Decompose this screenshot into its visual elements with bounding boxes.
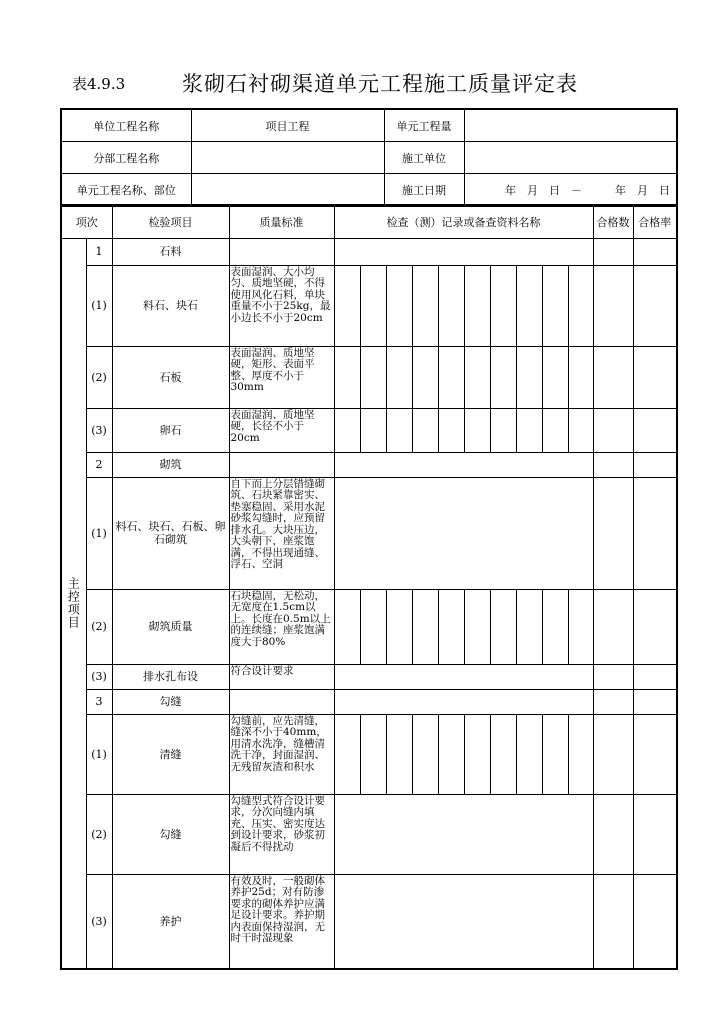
pass-count-cell[interactable] — [593, 874, 633, 969]
element-label: 单元工程名称、部位 — [61, 174, 191, 207]
record-field[interactable] — [334, 238, 593, 265]
inspection-item: 石板 — [112, 346, 229, 408]
element-field[interactable] — [191, 174, 384, 207]
record-cell[interactable] — [490, 346, 516, 408]
col-header-standard: 质量标准 — [229, 205, 334, 238]
pass-count-cell[interactable] — [593, 664, 633, 689]
col-header-pass-count: 合格数 — [593, 205, 633, 238]
quality-standard: 勾缝前，应先清缝，缝深不小于40mm，用清水洗净，缝槽清洗干净，封面湿润、无残留灰渣和积水 — [229, 714, 334, 794]
record-cell[interactable] — [360, 265, 386, 346]
record-cell[interactable] — [516, 589, 542, 664]
table-row — [61, 874, 677, 969]
record-field[interactable] — [334, 794, 593, 874]
inspection-item: 卵石 — [112, 408, 229, 452]
record-cell[interactable] — [412, 589, 438, 664]
record-cell[interactable] — [464, 408, 490, 452]
record-cell[interactable] — [386, 408, 412, 452]
contractor-field[interactable] — [464, 142, 677, 174]
row-number: (2) — [86, 589, 112, 664]
row-number: (3) — [86, 874, 112, 969]
pass-count-cell[interactable] — [593, 589, 633, 664]
col-header-item: 检验项目 — [112, 205, 229, 238]
record-cell[interactable] — [360, 714, 386, 794]
pass-rate-cell[interactable] — [633, 794, 677, 874]
pass-count-cell[interactable] — [593, 452, 633, 477]
record-cell[interactable] — [464, 346, 490, 408]
inspection-item: 排水孔布设 — [112, 664, 229, 689]
record-cell[interactable] — [516, 408, 542, 452]
record-cell[interactable] — [334, 265, 360, 346]
date-field[interactable]: 年 月 日 － 年 月 日 — [464, 174, 677, 207]
pass-rate-cell[interactable] — [633, 346, 677, 408]
record-cell[interactable] — [412, 265, 438, 346]
record-field[interactable] — [334, 452, 593, 477]
pass-rate-cell[interactable] — [633, 452, 677, 477]
record-cell[interactable] — [360, 346, 386, 408]
record-cell[interactable] — [334, 589, 360, 664]
pass-rate-cell[interactable] — [633, 238, 677, 265]
pass-rate-cell[interactable] — [633, 874, 677, 969]
unit-project-label: 单位工程名称 — [61, 109, 191, 142]
row-number: (3) — [86, 664, 112, 689]
inspection-item: 砌筑质量 — [112, 589, 229, 664]
pass-count-cell[interactable] — [593, 408, 633, 452]
record-cell[interactable] — [490, 714, 516, 794]
record-cell[interactable] — [516, 265, 542, 346]
record-field[interactable] — [334, 874, 593, 969]
record-cell[interactable] — [464, 265, 490, 346]
record-cell[interactable] — [386, 589, 412, 664]
inspection-item: 砌筑 — [112, 452, 229, 477]
table-row — [61, 452, 677, 477]
inspection-item: 料石、块石 — [112, 265, 229, 346]
record-cell[interactable] — [412, 346, 438, 408]
inspection-item: 清缝 — [112, 714, 229, 794]
header-table — [60, 108, 678, 207]
pass-count-cell[interactable] — [593, 265, 633, 346]
inspection-item: 勾缝 — [112, 689, 229, 714]
pass-rate-cell[interactable] — [633, 664, 677, 689]
unit-quantity-label: 单元工程量 — [384, 109, 464, 142]
row-number: 1 — [86, 238, 112, 265]
pass-count-cell[interactable] — [593, 346, 633, 408]
row-number: (1) — [86, 714, 112, 794]
table-row — [61, 238, 677, 265]
table-row — [61, 265, 677, 346]
pass-count-cell[interactable] — [593, 238, 633, 265]
row-number: (2) — [86, 794, 112, 874]
quality-standard: 表面湿润、质地坚硬，矩形、表面平整、厚度不小于30mm — [229, 346, 334, 408]
row-number: (1) — [86, 265, 112, 346]
quality-standard — [229, 689, 334, 714]
contractor-label: 施工单位 — [384, 142, 464, 174]
record-cell[interactable] — [542, 265, 568, 346]
table-row — [61, 689, 677, 714]
record-cell[interactable] — [360, 589, 386, 664]
unit-project-field[interactable]: 项目工程 — [191, 109, 384, 142]
quality-standard: 表面湿润、大小均匀、质地坚硬，不得使用风化石料，单块重量不小于25kg，最小边长不小于20cm — [229, 265, 334, 346]
date-label: 施工日期 — [384, 174, 464, 207]
row-number: (2) — [86, 346, 112, 408]
table-row — [61, 589, 677, 664]
pass-count-cell[interactable] — [593, 477, 633, 589]
record-cell[interactable] — [516, 346, 542, 408]
record-cell[interactable] — [568, 714, 593, 794]
record-field[interactable] — [334, 689, 593, 714]
record-cell[interactable] — [412, 714, 438, 794]
record-cell[interactable] — [334, 714, 360, 794]
pass-rate-cell[interactable] — [633, 265, 677, 346]
quality-standard: 有效及时，一般砌体养护25d；对有防渗要求的砌体养护应满足设计要求。养护期内表面保持湿润，无时干时湿现象 — [229, 874, 334, 969]
page-title: 浆砌石衬砌渠道单元工程施工质量评定表 — [182, 72, 578, 96]
row-number: 2 — [86, 452, 112, 477]
record-cell[interactable] — [516, 714, 542, 794]
record-cell[interactable] — [360, 408, 386, 452]
record-cell[interactable] — [386, 346, 412, 408]
pass-rate-cell[interactable] — [633, 408, 677, 452]
col-header-pass-rate: 合格率 — [633, 205, 677, 238]
record-cell[interactable] — [542, 408, 568, 452]
inspection-item: 养护 — [112, 874, 229, 969]
table-row — [61, 477, 677, 589]
record-cell[interactable] — [334, 408, 360, 452]
record-cell[interactable] — [542, 589, 568, 664]
table-row — [61, 714, 677, 794]
record-cell[interactable] — [438, 589, 464, 664]
record-cell[interactable] — [334, 346, 360, 408]
inspection-item: 料石、块石、石板、卵石砌筑 — [112, 477, 229, 589]
quality-standard — [229, 238, 334, 265]
pass-count-cell[interactable] — [593, 714, 633, 794]
table-row — [61, 408, 677, 452]
table-row — [61, 794, 677, 874]
record-cell[interactable] — [412, 408, 438, 452]
record-cell[interactable] — [568, 265, 593, 346]
col-header-no: 项次 — [61, 205, 112, 238]
record-cell[interactable] — [386, 265, 412, 346]
table-row — [61, 664, 677, 689]
quality-standard: 符合设计要求 — [229, 664, 334, 689]
division-label: 分部工程名称 — [61, 142, 191, 174]
pass-rate-cell[interactable] — [633, 589, 677, 664]
record-cell[interactable] — [438, 346, 464, 408]
table-row — [61, 346, 677, 408]
record-cell[interactable] — [438, 408, 464, 452]
quality-standard: 表面湿润、质地坚硬，长径不小于20cm — [229, 408, 334, 452]
record-cell[interactable] — [386, 714, 412, 794]
record-cell[interactable] — [438, 265, 464, 346]
inspection-table — [60, 204, 678, 970]
record-cell[interactable] — [490, 408, 516, 452]
pass-rate-cell[interactable] — [633, 714, 677, 794]
quality-standard: 石块稳固，无松动，无宽度在1.5cm以上。长度在0.5m以上的连续缝；座浆饱满度大于80% — [229, 589, 334, 664]
group-label-main-control: 主控项目 — [61, 238, 86, 969]
pass-rate-cell[interactable] — [633, 477, 677, 589]
record-cell[interactable] — [490, 265, 516, 346]
inspection-item: 勾缝 — [112, 794, 229, 874]
col-header-records: 检查（测）记录或备查资料名称 — [334, 205, 593, 238]
record-cell[interactable] — [542, 346, 568, 408]
quality-standard — [229, 452, 334, 477]
record-cell[interactable] — [438, 714, 464, 794]
record-cell[interactable] — [568, 589, 593, 664]
record-cell[interactable] — [464, 589, 490, 664]
record-cell[interactable] — [542, 714, 568, 794]
quality-standard: 自下而上分层错缝砌筑、石块紧靠密实、垫塞稳固、采用水泥砂浆勾缝时，应预留排水孔。大块压边，大头朝下，座浆饱满，不得出现通缝、浮石、空洞 — [229, 477, 334, 589]
division-field[interactable] — [191, 142, 384, 174]
row-number: (3) — [86, 408, 112, 452]
record-cell[interactable] — [490, 589, 516, 664]
pass-rate-cell[interactable] — [633, 689, 677, 714]
quality-standard: 勾缝型式符合设计要求，分次向缝内填充、压实、密实度达到设计要求，砂浆初凝后不得扰动 — [229, 794, 334, 874]
record-cell[interactable] — [568, 408, 593, 452]
table-number: 表4.9.3 — [72, 75, 126, 93]
inspection-item: 石料 — [112, 238, 229, 265]
unit-quantity-field[interactable] — [464, 109, 677, 142]
record-field[interactable] — [334, 477, 593, 589]
pass-count-cell[interactable] — [593, 794, 633, 874]
record-cell[interactable] — [464, 714, 490, 794]
row-number: 3 — [86, 689, 112, 714]
record-field[interactable] — [334, 664, 593, 689]
row-number: (1) — [86, 477, 112, 589]
record-cell[interactable] — [568, 346, 593, 408]
pass-count-cell[interactable] — [593, 689, 633, 714]
